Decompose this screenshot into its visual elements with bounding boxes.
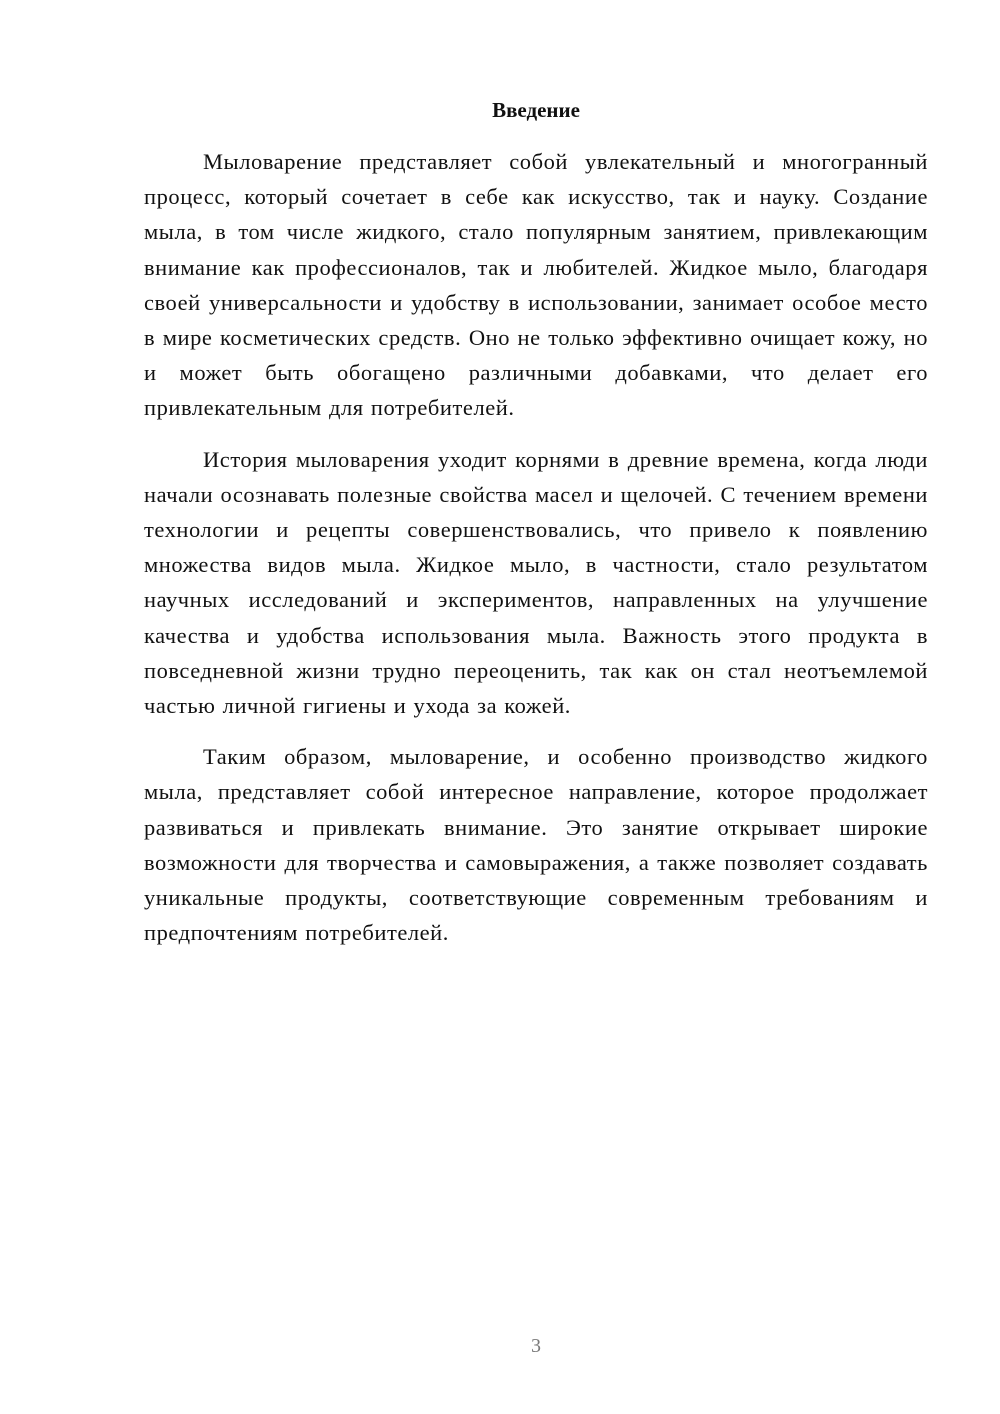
body-text [144, 144, 928, 966]
paragraph-3: Таким образом, мыловарение, и особенно производство жидкого мыла, представляет собой интересное направление, которое продолжает развиваться и привлекать внимание. Это занятие открывает широкие возможности для творчества и самовыражения, а также позволяет создавать уникальные продукты, соответствующие современным требованиям и предпочтениям потребителей. [144, 744, 928, 946]
paragraph-1: Мыловарение представляет собой увлекательный и многогранный процесс, который сочетает в себе как искусство, так и науку. Создание мыла, в том числе жидкого, стало популярным занятием, привлекающим внимание как профессионалов, так и любителей. Жидкое мыло, благодаря своей универсальности и удобству в использовании, занимает особое место в мире косметических средств. Оно не только эффективно очищает кожу, но и может быть обогащено различными добавками, что делает его привлекательным для потребителей. [144, 149, 928, 421]
page-number: 3 [531, 1335, 541, 1357]
paragraph-2: История мыловарения уходит корнями в древние времена, когда люди начали осознавать полезные свойства масел и щелочей. С течением времени технологии и рецепты совершенствовались, что привело к появлению множества видов мыла. Жидкое мыло, в частности, стало результатом научных исследований и экспериментов, направленных на улучшение качества и удобства использования мыла. Важность этого продукта в повседневной жизни трудно переоценить, так как он стал неотъемлемой частью личной гигиены и ухода за кожей. [144, 446, 928, 719]
section-title: Введение [492, 98, 580, 122]
